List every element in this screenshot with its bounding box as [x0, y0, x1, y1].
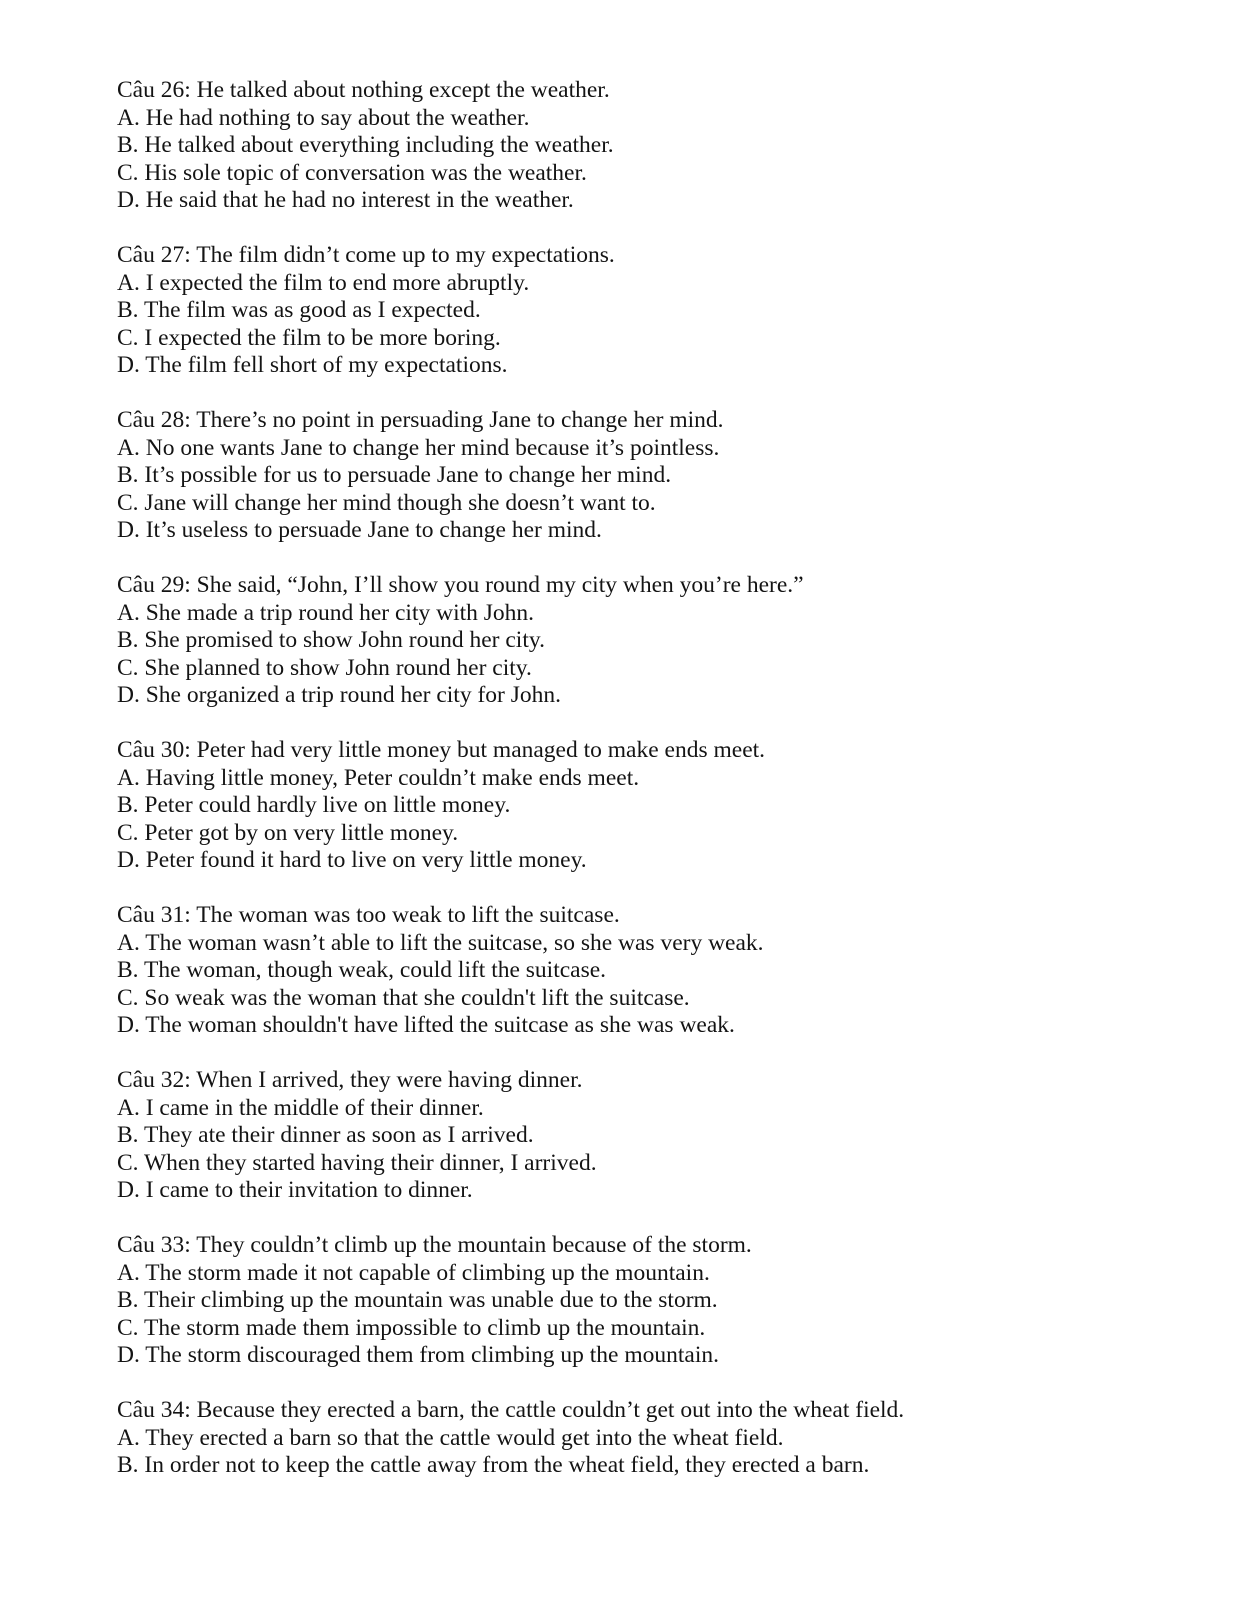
option-a: A. He had nothing to say about the weather. [117, 104, 530, 131]
option-c: C. His sole topic of conversation was the weather. [117, 159, 587, 186]
question-stem: Câu 34: Because they erected a barn, the cattle couldn’t get out into the wheat field. [117, 1397, 905, 1423]
question-32 [117, 1067, 1177, 1205]
option-a: A. The woman wasn’t able to lift the suitcase, so she was very weak. [117, 929, 764, 956]
option-a: A. Having little money, Peter couldn’t make ends meet. [117, 764, 640, 791]
option-d: D. The film fell short of my expectations. [117, 352, 508, 378]
question-stem: Câu 29: She said, “John, I’ll show you round my city when you’re here.” [117, 572, 804, 598]
option-a: A. They erected a barn so that the cattle would get into the wheat field. [117, 1424, 784, 1451]
option-a: A. I expected the film to end more abruptly. [117, 269, 530, 296]
option-d: D. He said that he had no interest in the weather. [117, 187, 574, 213]
option-b: B. She promised to show John round her city. [117, 627, 545, 653]
option-c: C. Peter got by on very little money. [117, 819, 459, 846]
question-stem: Câu 32: When I arrived, they were having dinner. [117, 1067, 583, 1093]
question-29 [117, 572, 1177, 710]
option-b: B. The film was as good as I expected. [117, 297, 481, 323]
option-a: A. I came in the middle of their dinner. [117, 1094, 484, 1121]
option-b: B. It’s possible for us to persuade Jane to change her mind. [117, 462, 672, 488]
option-a: A. The storm made it not capable of climbing up the mountain. [117, 1259, 710, 1286]
question-33 [117, 1232, 1177, 1370]
option-d: D. Peter found it hard to live on very little money. [117, 847, 587, 873]
option-b: B. Their climbing up the mountain was unable due to the storm. [117, 1287, 718, 1313]
option-c: C. The storm made them impossible to climb up the mountain. [117, 1314, 706, 1341]
option-b: B. He talked about everything including the weather. [117, 132, 614, 158]
option-d: D. I came to their invitation to dinner. [117, 1177, 473, 1203]
option-d: D. The storm discouraged them from climbing up the mountain. [117, 1342, 719, 1368]
option-b: B. Peter could hardly live on little money. [117, 792, 511, 818]
question-stem: Câu 28: There’s no point in persuading Jane to change her mind. [117, 407, 724, 433]
question-stem: Câu 27: The film didn’t come up to my expectations. [117, 242, 615, 268]
question-27 [117, 242, 1177, 380]
question-stem: Câu 33: They couldn’t climb up the mountain because of the storm. [117, 1232, 752, 1258]
option-c: C. So weak was the woman that she couldn't lift the suitcase. [117, 984, 690, 1011]
option-a: A. She made a trip round her city with John. [117, 599, 535, 626]
question-stem: Câu 31: The woman was too weak to lift the suitcase. [117, 902, 620, 928]
option-c: C. When they started having their dinner, I arrived. [117, 1149, 597, 1176]
option-c: C. I expected the film to be more boring. [117, 324, 501, 351]
option-d: D. The woman shouldn't have lifted the suitcase as she was weak. [117, 1012, 735, 1038]
option-d: D. She organized a trip round her city for John. [117, 682, 561, 708]
option-c: C. Jane will change her mind though she doesn’t want to. [117, 489, 656, 516]
option-d: D. It’s useless to persuade Jane to change her mind. [117, 517, 602, 543]
option-c: C. She planned to show John round her city. [117, 654, 532, 681]
option-b: B. The woman, though weak, could lift the suitcase. [117, 957, 607, 983]
question-28 [117, 407, 1177, 545]
option-b: B. In order not to keep the cattle away from the wheat field, they erected a barn. [117, 1452, 870, 1478]
question-stem: Câu 26: He talked about nothing except the weather. [117, 77, 610, 103]
question-stem: Câu 30: Peter had very little money but managed to make ends meet. [117, 737, 766, 763]
document-page [117, 77, 1177, 1507]
option-a: A. No one wants Jane to change her mind because it’s pointless. [117, 434, 720, 461]
option-b: B. They ate their dinner as soon as I arrived. [117, 1122, 534, 1148]
question-34 [117, 1397, 1177, 1480]
question-31 [117, 902, 1177, 1040]
question-26 [117, 77, 1177, 215]
question-30 [117, 737, 1177, 875]
